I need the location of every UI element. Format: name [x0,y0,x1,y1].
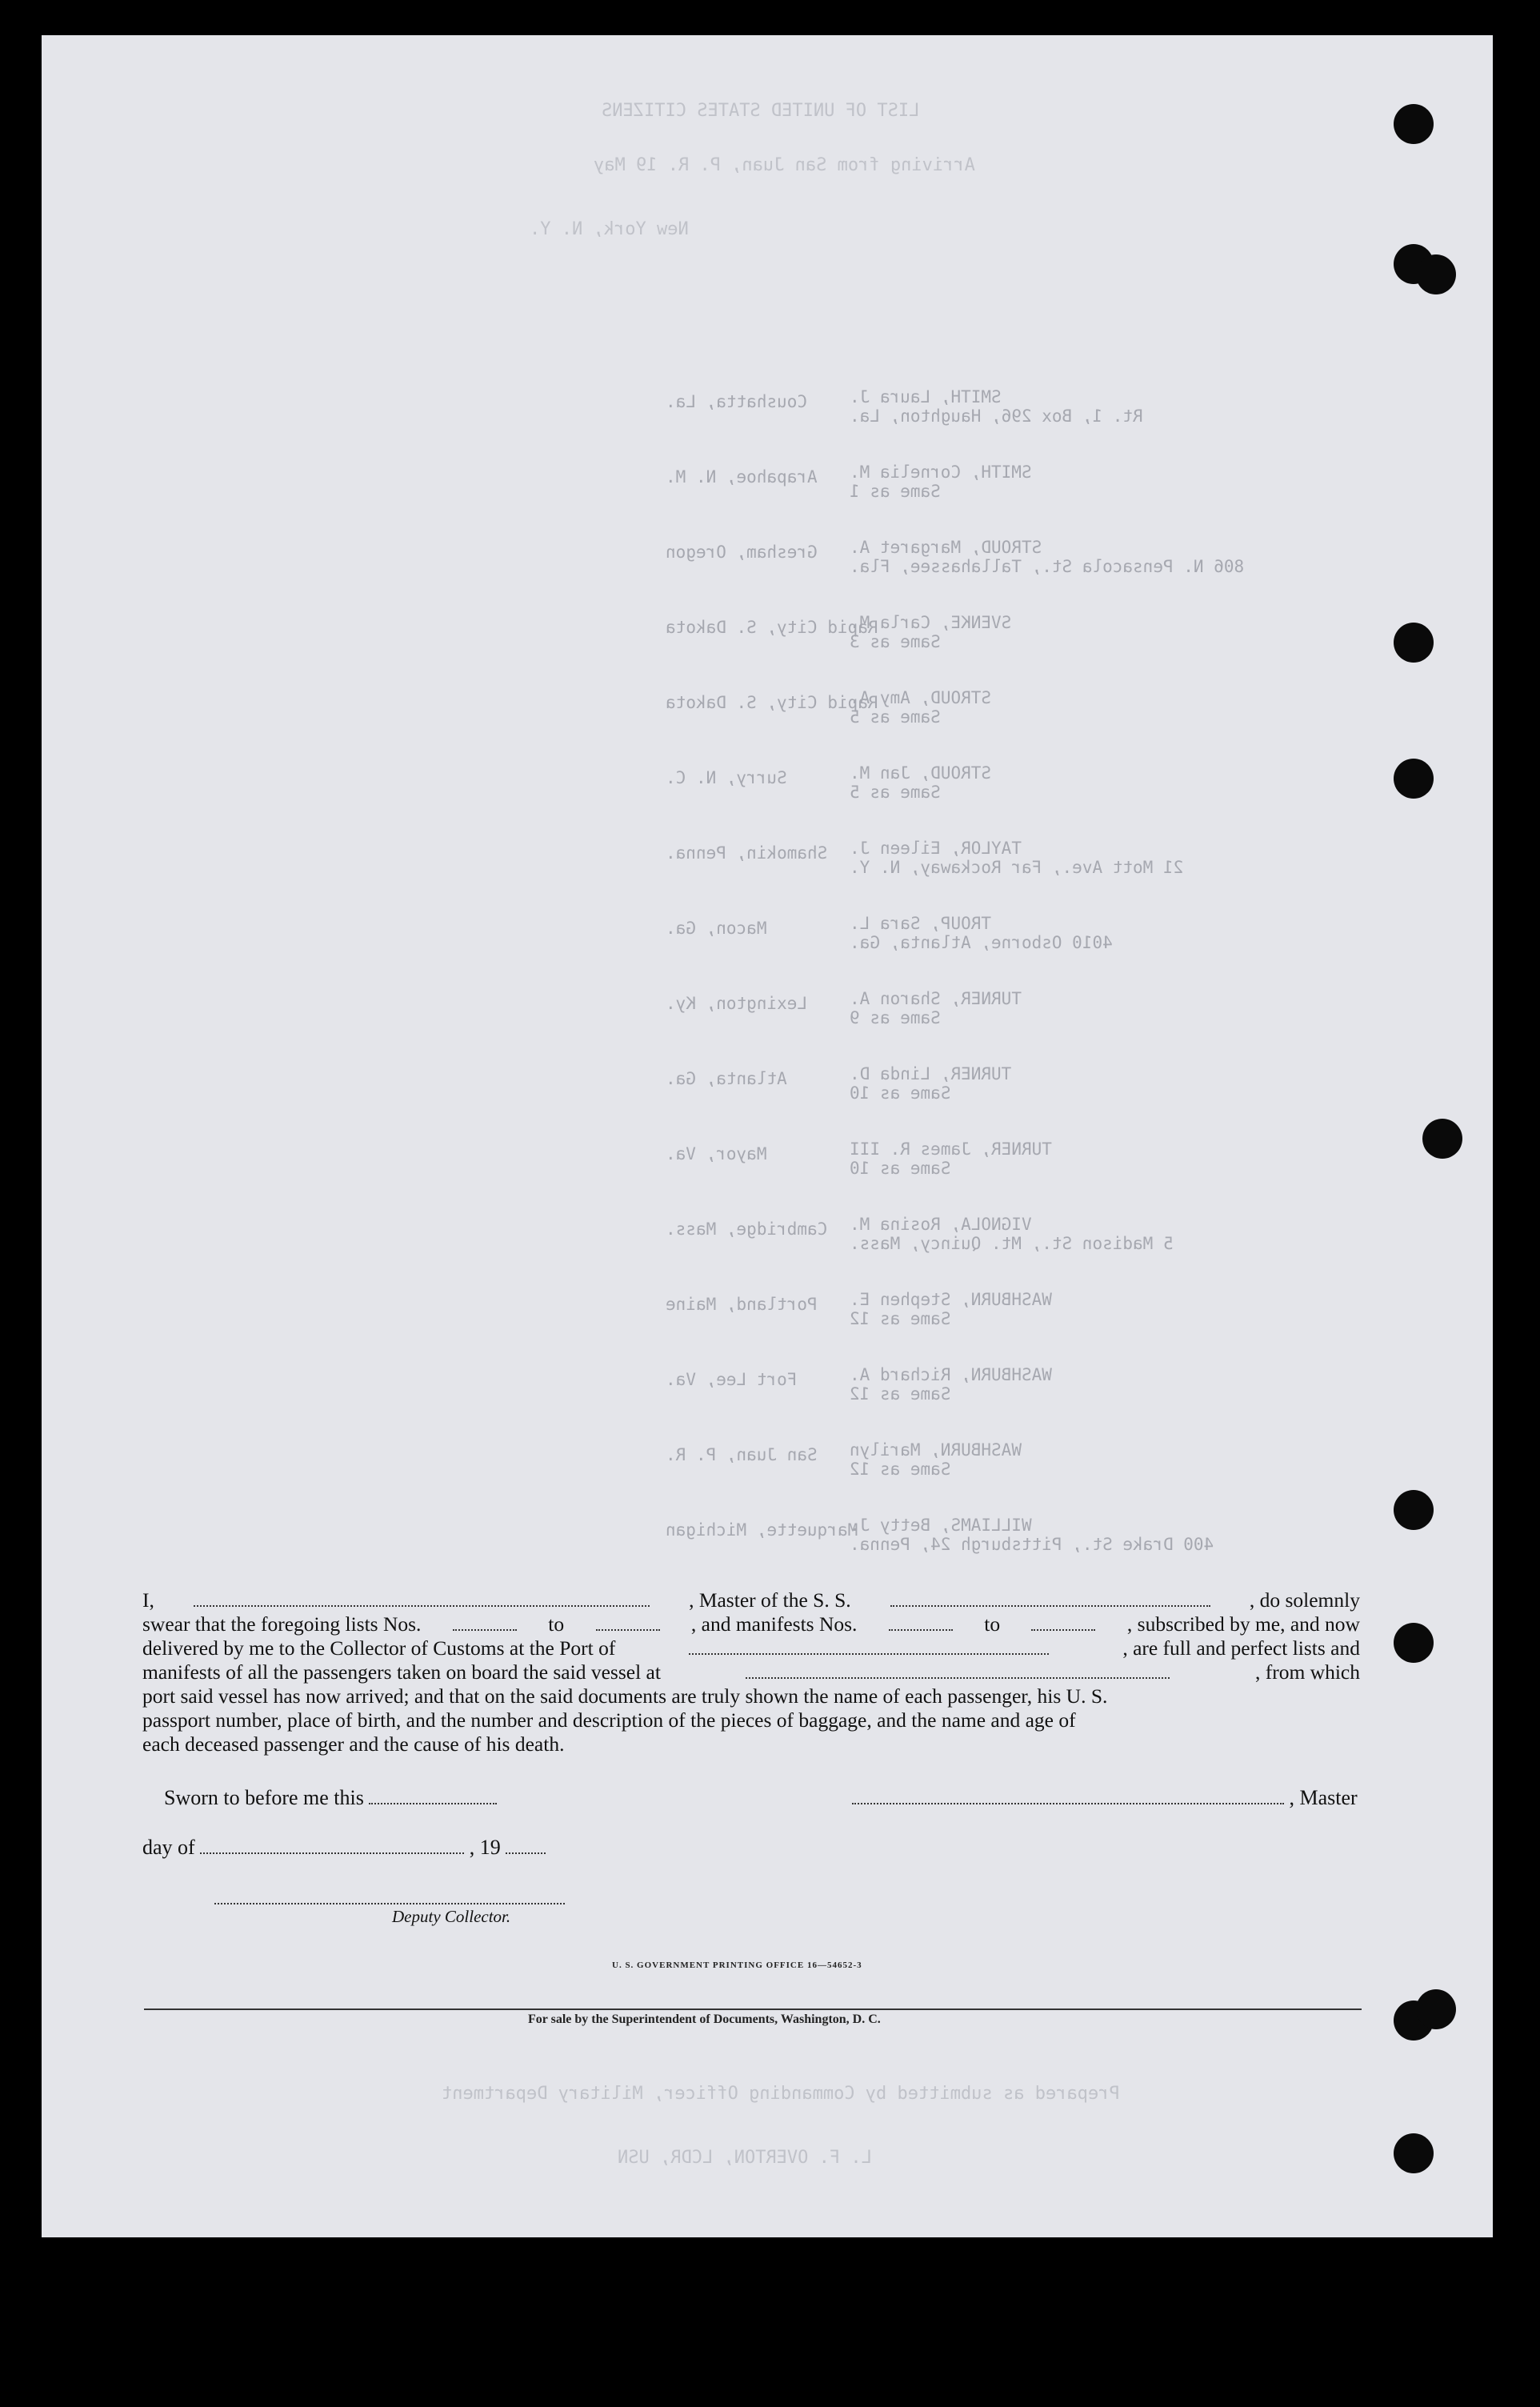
master-label: , Master [1289,1786,1358,1809]
embark-port-blank [746,1663,1170,1679]
bleed-entry-birthplace: Lexington, Ky. [666,994,808,1013]
bleed-entry-name: STROUD, Amy A. [850,688,992,707]
bleed-entry-birthplace: Fort Lee, Va. [666,1370,798,1389]
oath-line-3 [142,1636,1360,1660]
bleed-entry-name: TROUP, Sara L. [850,914,992,933]
day-of-line [142,1836,546,1860]
bleed-entry-address: Same as 3 [850,632,941,651]
oath-manifests-all: manifests of all the passengers taken on board the said vessel at [142,1660,661,1684]
oath-delivered: delivered by me to the Collector of Customs at the Port of [142,1636,616,1660]
oath-master-ss: , Master of the S. S. [689,1588,851,1612]
bleed-entry-name: WASHBURN, Richard A. [850,1365,1052,1384]
bleed-entry-name: VIGNOLA, Rosina M. [850,1215,1032,1234]
punch-hole [1422,1119,1462,1159]
bleed-entry-name: SMITH, Cornelia M. [850,463,1032,482]
bleed-header-port: New York, N. Y. [530,219,689,239]
punch-hole [1416,254,1456,294]
oath-solemnly: , do solemnly [1249,1588,1360,1612]
sworn-line [164,1786,497,1810]
master-name-blank [194,1591,650,1607]
oath-line-7: each deceased passenger and the cause of his death. [142,1732,565,1756]
bleed-entry-name: SVENKE, Carla M. [850,613,1012,632]
bleed-entry-name: STROUD, Margaret A. [850,538,1042,557]
bleed-entry-address: Same as 12 [850,1460,951,1479]
bleed-entry-address: Same as 10 [850,1159,951,1178]
bleed-entry-name: STROUD, Jan M. [850,763,992,783]
bleed-entry-birthplace: Rapid City, S. Dakota [666,618,878,637]
bleed-entry-address: 5 Madison St., Mt. Quincy, Mass. [850,1234,1174,1253]
oath-line-6: passport number, place of birth, and the number and description of the pieces of baggage, and the name and age of [142,1708,1076,1732]
day-of-label: day of [142,1836,195,1859]
punch-hole [1394,2133,1434,2173]
bleed-entry-name: TURNER, James R. III [850,1139,1052,1159]
list-from-blank [453,1615,517,1631]
master-signature-blank [852,1788,1284,1804]
bleed-entry-birthplace: Shamokin, Penna. [666,843,828,863]
bleed-entry-birthplace: Cambridge, Mass. [666,1220,828,1239]
bleed-header-arrival: Arriving from San Juan, P. R. 19 May [594,155,975,175]
punch-hole [1394,1490,1434,1530]
sworn-label: Sworn to before me this [164,1786,364,1809]
punch-hole [1394,1623,1434,1663]
gpo-imprint: U. S. GOVERNMENT PRINTING OFFICE 16—54652-3 [612,1960,862,1970]
bleed-entry-birthplace: Mayor, Va. [666,1144,767,1163]
bleed-entry-address: Same as 5 [850,707,941,727]
document-page [42,35,1493,2237]
bleed-footer-officer: L. F. OVERTON, LCDR, USN [618,2148,872,2168]
oath-paragraph [142,1588,1360,1756]
oath-from: , from which [1254,1660,1360,1684]
bleed-entry-birthplace: Gresham, Oregon [666,543,818,562]
bleed-entry-address: 4010 Osborne, Atlanta, Ga. [850,933,1113,952]
bleed-entry-name: TAYLOR, Eileen J. [850,839,1022,858]
bleed-entry-name: TURNER, Linda D. [850,1064,1012,1083]
oath-to-2: to [984,1612,1001,1636]
bleed-entry-address: Same as 9 [850,1008,941,1027]
punch-hole [1416,1989,1456,2029]
bleed-entry-birthplace: Portland, Maine [666,1295,818,1314]
oath-to: to [548,1612,565,1636]
oath-word-i: I, [142,1588,154,1612]
bleed-entry-address: Same as 5 [850,783,941,802]
bleed-entry-address: Same as 12 [850,1309,951,1328]
bleed-header-title: LIST OF UNITED STATES CITIZENS [602,101,920,121]
ship-name-blank [890,1591,1210,1607]
bleed-entry-birthplace: Atlanta, Ga. [666,1069,787,1088]
oath-line-4 [142,1660,1360,1684]
bleed-entry-address: Same as 1 [850,482,941,501]
oath-subscribed: , subscribed by me, and now [1126,1612,1360,1636]
bleed-entry-birthplace: Surry, N. C. [666,768,787,787]
footer-rule [144,2009,1362,2010]
port-blank [689,1639,1049,1655]
year-blank [506,1838,546,1854]
bleed-entry-name: SMITH, Laura J. [850,387,1002,407]
oath-line-1 [142,1588,1360,1612]
bleed-entry-birthplace: San Juan, P. R. [666,1445,818,1464]
sworn-date-blank [369,1788,497,1804]
punch-hole [1394,104,1434,144]
bleed-entry-address: Same as 10 [850,1083,951,1103]
bleed-entry-address: 806 N. Pensacola St., Tallahassee, Fla. [850,557,1245,576]
master-signature-line [852,1786,1358,1810]
year-prefix: , 19 [469,1836,501,1859]
oath-manifests: , and manifests Nos. [690,1612,858,1636]
bleed-entry-birthplace: Rapid City, S. Dakota [666,693,878,712]
list-to-blank [596,1615,660,1631]
bleed-entry-name: WILLIAMS, Betty J. [850,1516,1032,1535]
for-sale-notice: For sale by the Superintendent of Documents, Washington, D. C. [528,2013,881,2026]
bleed-entry-name: TURNER, Sharon A. [850,989,1022,1008]
oath-full: , are full and perfect lists and [1122,1636,1360,1660]
punch-hole [1394,623,1434,663]
bleed-entry-address: 21 Mott Ave., Far Rockaway, N. Y. [850,858,1184,877]
bleed-entry-name: WASHBURN, Marilyn [850,1440,1022,1460]
month-blank [200,1838,464,1854]
bleed-footer-prepared: Prepared as submitted by Commanding Officer, Military Department [442,2084,1120,2104]
manifest-to-blank [1031,1615,1095,1631]
manifest-from-blank [889,1615,953,1631]
oath-line-2 [142,1612,1360,1636]
bleed-entry-birthplace: Arapahoe, N. M. [666,467,818,487]
deputy-collector-label: Deputy Collector. [392,1907,511,1926]
bleed-entry-birthplace: Marquette, Michigan [666,1520,858,1540]
bleed-entry-name: WASHBURN, Stephen E. [850,1290,1052,1309]
bleed-entry-address: Rt. 1, Box 296, Haughton, La. [850,407,1143,426]
bleed-entry-address: 400 Drake St., Pittsburgh 24, Penna. [850,1535,1214,1554]
deputy-signature-line [214,1903,565,1904]
oath-line-5: port said vessel has now arrived; and that on the said documents are truly shown the name of each passenger, his U. S. [142,1684,1108,1708]
punch-hole [1394,759,1434,799]
bleed-entry-birthplace: Macon, Ga. [666,919,767,938]
bleed-entry-address: Same as 12 [850,1384,951,1404]
bleed-entry-birthplace: Coushatta, La. [666,392,808,411]
oath-swear: swear that the foregoing lists Nos. [142,1612,422,1636]
